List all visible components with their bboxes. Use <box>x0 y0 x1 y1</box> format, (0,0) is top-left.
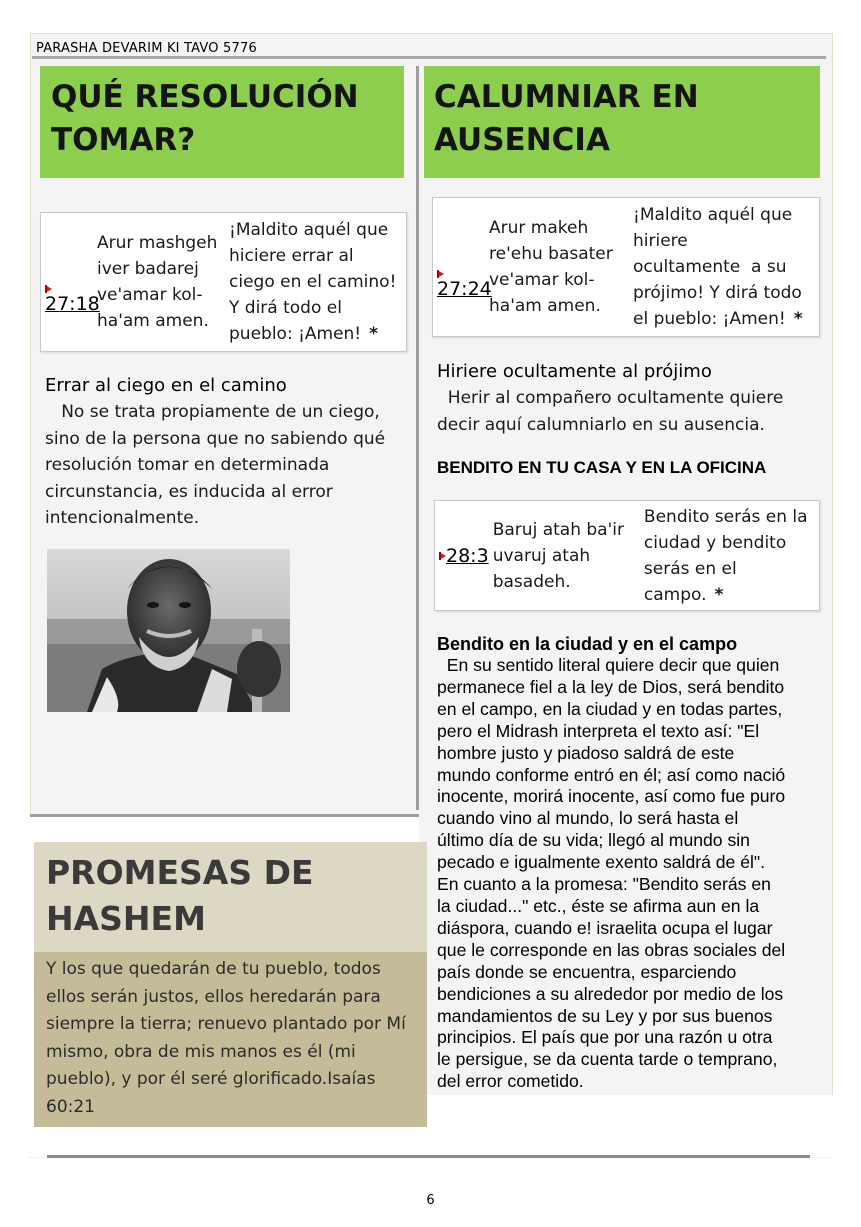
body-line: permanece fiel a la ley de Dios, será bendito <box>437 676 785 697</box>
verse-reference[interactable] <box>433 270 492 300</box>
elderly-man-photo <box>47 549 290 712</box>
page-number: 6 <box>426 1193 435 1208</box>
body-line: que le corresponde en las obras sociales del <box>437 939 786 960</box>
body-line: resolución tomar en determinada <box>45 455 330 475</box>
body-line: diáspora, cuando e! israelita ocupa el lugar <box>437 917 773 938</box>
footnote-star[interactable]: * <box>369 324 379 344</box>
verse-hebrew <box>489 215 633 319</box>
body-line: En cuanto a la promesa: "Bendito serás en <box>437 874 771 895</box>
right-title <box>434 76 810 162</box>
promesas-text <box>46 956 417 1121</box>
body-line: pero el Midrash interpreta el texto así: "El <box>437 720 760 741</box>
section-title-hiriere: Hiriere ocultamente al prójimo <box>437 361 712 382</box>
body-line: último día de su vida; llegó al mundo sin <box>437 830 750 851</box>
verse-line: iver badarej <box>97 259 199 279</box>
body-line: pecado e igualmente exento saldrá de él". <box>437 852 766 873</box>
body-line: Herir al compañero ocultamente quiere <box>437 388 784 408</box>
header-title: PARASHA DEVARIM KI TAVO 5776 <box>36 41 257 56</box>
body-line: en el campo, en la ciudad y en todas partes, <box>437 698 783 719</box>
promesas-title-box <box>34 842 427 952</box>
left-title <box>51 76 394 162</box>
verse-reference[interactable] <box>435 545 493 567</box>
body-line: decir aquí calumniarlo en su ausencia. <box>437 414 765 435</box>
body-line: la ciudad..." etc., éste se afirma aun en la <box>437 895 760 916</box>
verse-spanish <box>229 217 401 347</box>
body-line: principios. El país que por una razón u otra <box>437 1027 773 1048</box>
verse-line: Bendito serás en la <box>643 506 808 527</box>
verse-ref-link[interactable]: 28:3 <box>446 544 489 567</box>
verse-line: prójimo! Y dirá todo <box>633 283 802 303</box>
verse-line: hiriere <box>633 231 688 251</box>
left-title-line: TOMAR? <box>51 122 196 158</box>
section-body-bendito-ciudad <box>437 655 819 1093</box>
verse-hebrew <box>493 517 644 595</box>
verse-line: ocultamente a su <box>633 257 787 277</box>
verse-spanish <box>644 504 819 608</box>
body-line: del error cometido. <box>437 1071 584 1092</box>
section-title-errar: Errar al ciego en el camino <box>45 375 287 396</box>
body-line: En su sentido literal quiere decir que quien <box>437 655 780 675</box>
header-rule <box>32 56 826 59</box>
body-line: hombre justo y piadoso saldrá de este <box>437 742 735 763</box>
verse-line: ve'amar kol- <box>489 270 595 290</box>
body-line: le persigue, se da cuenta tarde o temprano, <box>437 1049 778 1070</box>
body-line: sino de la persona que no sabiendo qué <box>45 428 386 449</box>
promesas-line: Y los que quedarán de tu pueblo, todos <box>46 959 381 979</box>
verse-table-28-3 <box>434 500 820 611</box>
verse-line: re'ehu basater <box>489 244 613 264</box>
verse-table-27-24 <box>432 197 820 337</box>
verse-line: ciudad y bendito <box>643 532 787 553</box>
promesas-title-line: PROMESAS DE <box>46 853 314 892</box>
verse-line: ¡Maldito aquél que <box>633 205 793 225</box>
promesas-body-box <box>34 952 427 1127</box>
footnote-star[interactable]: * <box>714 584 724 605</box>
verse-reference[interactable] <box>41 285 100 315</box>
verse-line: el pueblo: ¡Amen! <box>633 309 786 329</box>
verse-ref-link[interactable]: 27:24 <box>437 278 492 300</box>
verse-table-27-18 <box>40 212 407 352</box>
verse-line: ha'am amen. <box>97 311 209 331</box>
verse-line: Baruj atah ba'ir <box>492 519 624 540</box>
right-title-line: AUSENCIA <box>434 122 610 158</box>
section-title-bendito-ciudad: Bendito en la ciudad y en el campo <box>437 634 738 654</box>
verse-line: uvaruj atah <box>492 545 591 566</box>
verse-line: pueblo: ¡Amen! <box>229 324 362 344</box>
body-line: inocente, morirá inocente, así como fue puro <box>437 786 786 807</box>
left-title-box <box>40 66 404 178</box>
body-line: circunstancia, es inducida al error <box>45 481 333 502</box>
promesas-line: ellos serán justos, ellos heredarán para <box>46 986 381 1007</box>
left-title-line: QUÉ RESOLUCIÓN <box>51 79 359 115</box>
verse-line: hiciere errar al <box>229 246 354 266</box>
body-line: bendiciones a su alrededor por medio de los <box>437 983 784 1004</box>
footer-rule <box>47 1155 810 1158</box>
verse-hebrew <box>97 230 229 334</box>
promesas-title <box>46 850 415 942</box>
right-title-line: CALUMNIAR EN <box>434 79 699 115</box>
verse-line: ciego en el camino! <box>229 272 397 292</box>
section-body-hiriere <box>437 385 817 438</box>
verse-line: Y dirá todo el <box>229 298 342 318</box>
verse-line: ve'amar kol- <box>97 285 203 305</box>
verse-line: ¡Maldito aquél que <box>229 220 389 240</box>
body-line: No se trata propiamente de un ciego, <box>45 402 380 422</box>
section-body-errar <box>45 399 395 532</box>
page-bg-lower-right <box>419 1095 833 1157</box>
verse-spanish <box>633 202 817 332</box>
verse-line: basadeh. <box>492 571 571 592</box>
promesas-line: mismo, obra de mis manos es él (mi <box>46 1041 356 1062</box>
body-line: cuando vino al mundo, lo será hasta el <box>437 808 739 829</box>
body-line: mundo conforme entró en él; así como nació <box>437 764 786 785</box>
footnote-star[interactable]: * <box>793 309 803 329</box>
verse-ref-link[interactable]: 27:18 <box>45 293 100 315</box>
verse-line: serás en el campo. <box>643 558 737 605</box>
verse-line: ha'am amen. <box>489 296 601 316</box>
section-title-bendito-casa: BENDITO EN TU CASA Y EN LA OFICINA <box>437 458 767 477</box>
body-line: mandamientos de su Ley y por sus buenos <box>437 1005 773 1026</box>
right-title-box <box>424 66 820 178</box>
red-flag-icon <box>437 270 444 278</box>
column-divider <box>416 66 419 810</box>
red-flag-icon <box>45 285 52 293</box>
promesas-line: siempre la tierra; renuevo plantado por Mí <box>46 1014 406 1034</box>
verse-line: Arur mashgeh <box>97 233 218 253</box>
promesas-line: pueblo), y por él seré glorificado.Isaías 60:21 <box>46 1069 376 1117</box>
promesas-title-line: HASHEM <box>46 899 206 938</box>
body-line: intencionalmente. <box>45 508 200 528</box>
body-line: país donde se encuentra, esparciendo <box>437 961 737 982</box>
red-flag-icon <box>439 552 446 560</box>
verse-line: Arur makeh <box>489 218 589 238</box>
